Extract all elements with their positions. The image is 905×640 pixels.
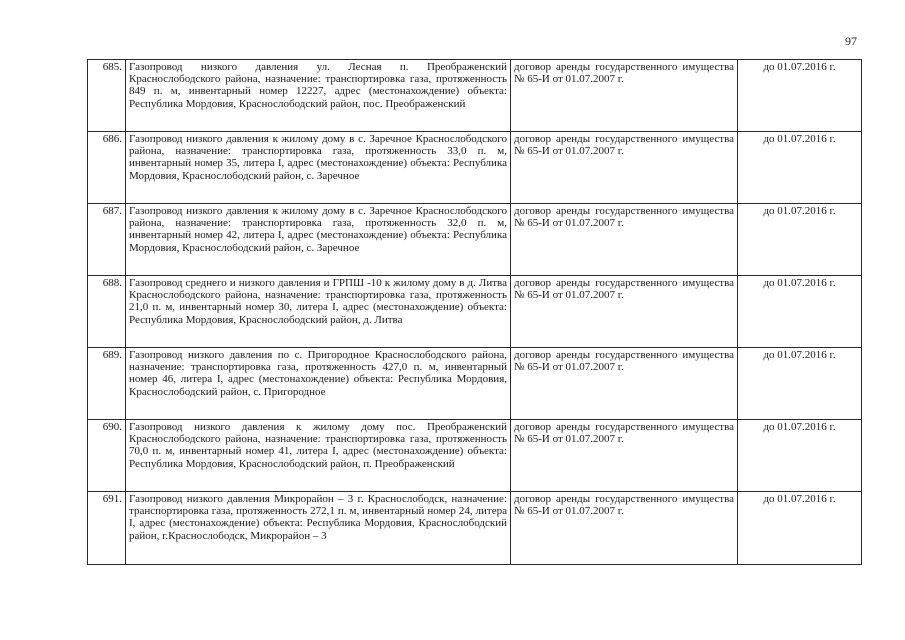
row-number: 687.: [88, 204, 126, 276]
lease-term: до 01.07.2016 г.: [738, 60, 862, 132]
object-description: Газопровод низкого давления по с. Пригородное Краснослободского района, назначение: транспортировка газа, протяженность 427,0 п. м, инвентарный номер 46, литера I, адрес (местонахождение) объекта: Республика Мордовия, Краснослободский район, с. Пригородное: [126, 348, 511, 420]
table-row: [88, 132, 862, 204]
object-description: Газопровод низкого давления ул. Лесная п. Преображенский Краснослободского района, назначение: транспортировка газа, протяженность 849 п. м, инвентарный номер 12227, адрес (местонахождение) объекта: Республика Мордовия, Краснослободский район, пос. Преображенский: [126, 60, 511, 132]
lease-document: договор аренды государственного имущества № 65-И от 01.07.2007 г.: [511, 60, 738, 132]
lease-term: до 01.07.2016 г.: [738, 204, 862, 276]
row-number: 685.: [88, 60, 126, 132]
table-row: [88, 348, 862, 420]
property-registry-table: [87, 59, 862, 565]
lease-document: договор аренды государственного имущества № 65-И от 01.07.2007 г.: [511, 492, 738, 565]
lease-term: до 01.07.2016 г.: [738, 492, 862, 565]
lease-term: до 01.07.2016 г.: [738, 276, 862, 348]
object-description: Газопровод низкого давления к жилому дому в с. Заречное Краснослободского района, назначение: транспортировка газа, протяженность 32,0 п. м, инвентарный номер 42, литера I, адрес (местонахождение) объекта: Республика Мордовия, Краснослободский район, с. Заречное: [126, 204, 511, 276]
object-description: Газопровод низкого давления Микрорайон – 3 г. Краснослободск, назначение: транспортировка газа, протяженность 272,1 п. м, инвентарный номер 24, литера I, адрес (местонахождение) объекта: Республика Мордовия, Краснослободский район, г.Краснослободск, Микрорайон – 3: [126, 492, 511, 565]
table-row: [88, 492, 862, 565]
object-description: Газопровод низкого давления к жилому дому пос. Преображенский Краснослободского района, назначение: транспортировка газа, протяженность 70,0 п. м, инвентарный номер 41, литера I, адрес (местонахождение) объекта: Республика Мордовия, Краснослободский район, п. Преображенский: [126, 420, 511, 492]
table-row: [88, 204, 862, 276]
object-description: Газопровод низкого давления к жилому дому в с. Заречное Краснослободского района, назначение: транспортировка газа, протяженность 33,0 п. м, инвентарный номер 35, литера I, адрес (местонахождение) объекта: Республика Мордовия, Краснослободский район, с. Заречное: [126, 132, 511, 204]
lease-document: договор аренды государственного имущества № 65-И от 01.07.2007 г.: [511, 420, 738, 492]
lease-document: договор аренды государственного имущества № 65-И от 01.07.2007 г.: [511, 276, 738, 348]
row-number: 690.: [88, 420, 126, 492]
lease-term: до 01.07.2016 г.: [738, 132, 862, 204]
table-row: [88, 276, 862, 348]
table-row: [88, 60, 862, 132]
row-number: 686.: [88, 132, 126, 204]
lease-document: договор аренды государственного имущества № 65-И от 01.07.2007 г.: [511, 348, 738, 420]
row-number: 688.: [88, 276, 126, 348]
table-row: [88, 420, 862, 492]
object-description: Газопровод среднего и низкого давления и ГРПШ -10 к жилому дому в д. Литва Краснослободского района, назначение: транспортировка газа, протяженность 21,0 п. м, инвентарный номер 30, литера I, адрес (местонахождение) объекта: Республика Мордовия, Краснослободский район, д. Литва: [126, 276, 511, 348]
lease-term: до 01.07.2016 г.: [738, 420, 862, 492]
row-number: 689.: [88, 348, 126, 420]
lease-term: до 01.07.2016 г.: [738, 348, 862, 420]
lease-document: договор аренды государственного имущества № 65-И от 01.07.2007 г.: [511, 204, 738, 276]
page-number: 97: [845, 34, 857, 48]
lease-document: договор аренды государственного имущества № 65-И от 01.07.2007 г.: [511, 132, 738, 204]
row-number: 691.: [88, 492, 126, 565]
